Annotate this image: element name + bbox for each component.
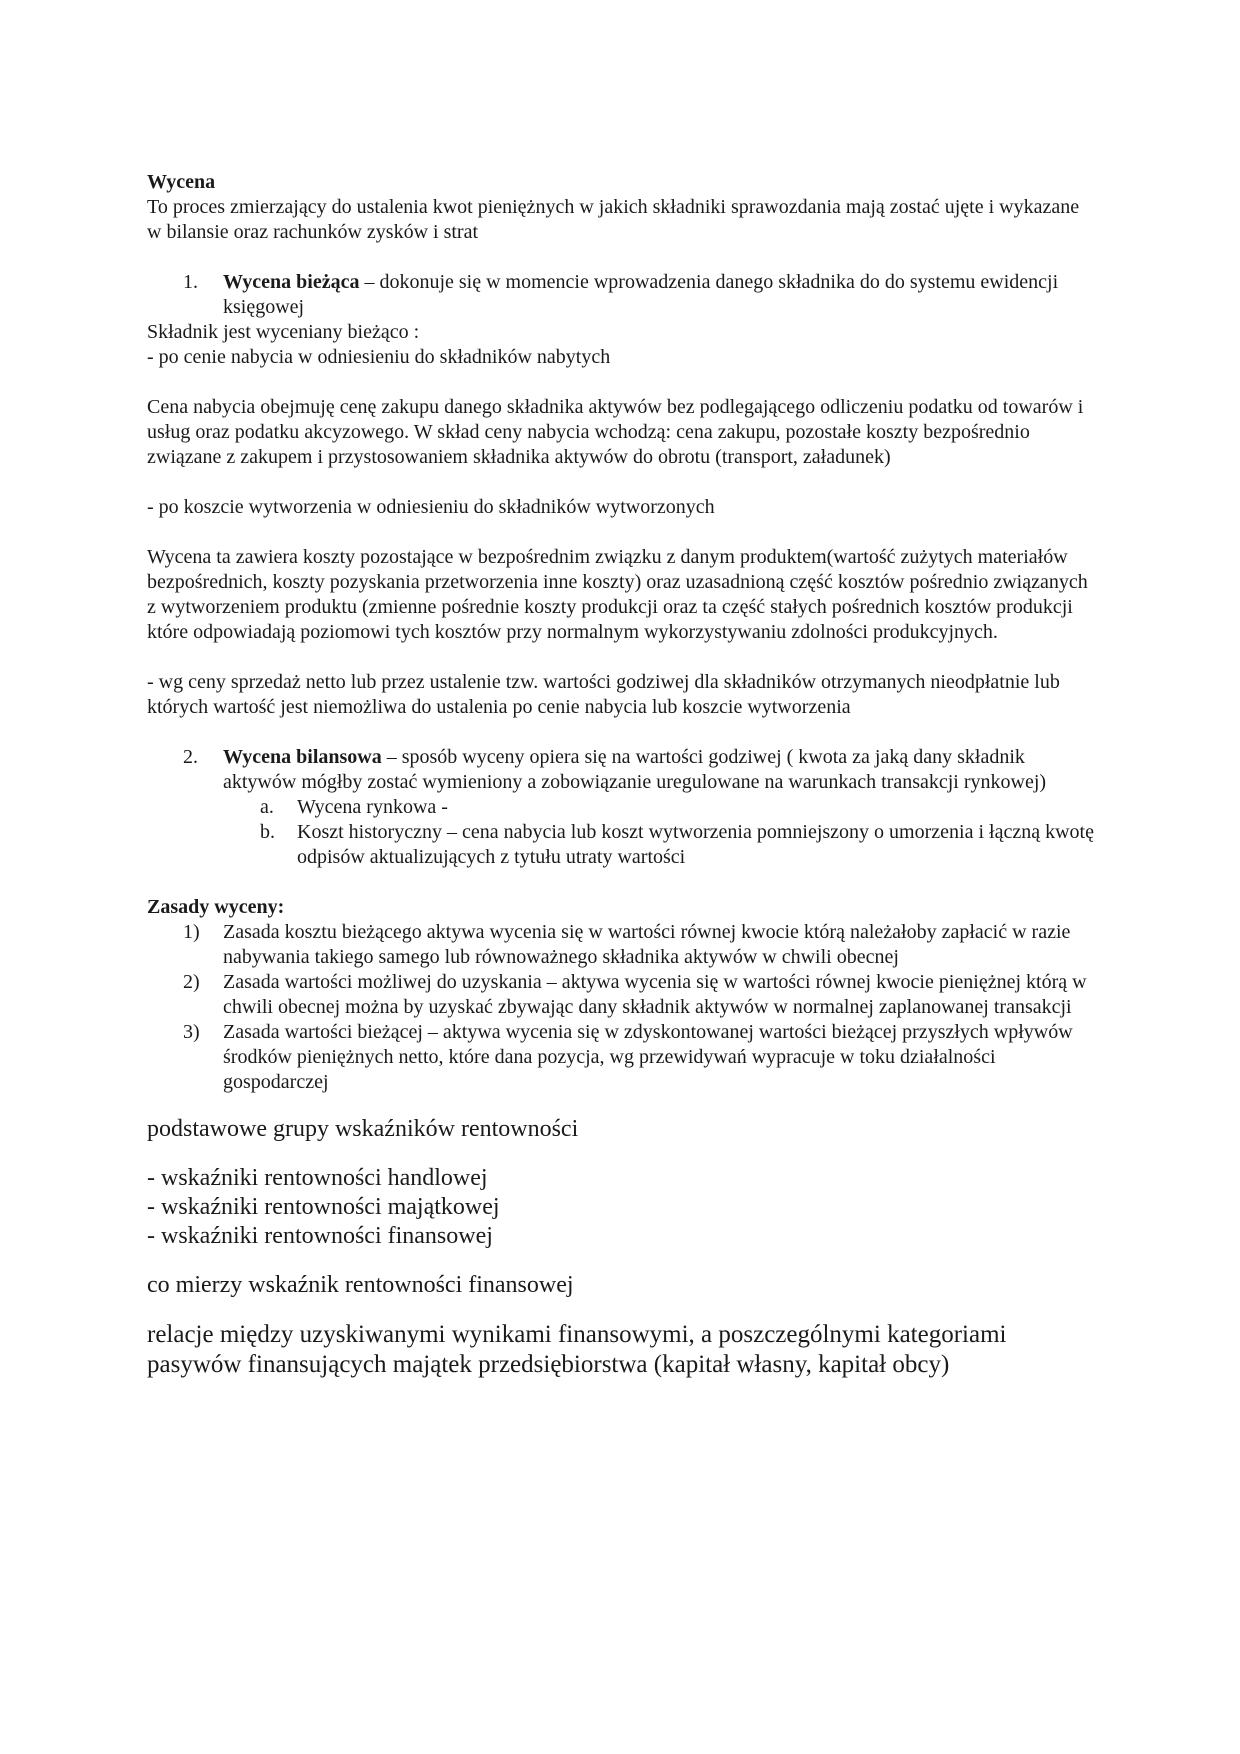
sub-item-b <box>147 820 1097 870</box>
document-title: Wycena <box>147 171 216 193</box>
item-text: – dokonuje się w momencie wprowadzenia danego składnika do do systemu ewidencji księgowej <box>223 271 1059 318</box>
sub-item-text: Wycena rynkowa - <box>297 796 448 818</box>
list-item-text: Zasada wartości możliwej do uzyskania – aktywa wycenia się w wartości równej kwocie pieniężnej którą w chwili obecnej można by uzyskać zbywając dany składnik aktywów w normalnej zaplanowanej transakcji <box>223 971 1087 1018</box>
list-item-zasada <box>147 920 1097 970</box>
section-heading-grupy: podstawowe grupy wskaźników rentowności <box>147 1116 579 1142</box>
sub-item-text: Koszt historyczny – cena nabycia lub koszt wytworzenia pomniejszony o umorzenia i łączną kwotę odpisów aktualizujących z tytułu utraty wartości <box>297 821 1094 868</box>
list-number: 2) <box>183 971 200 993</box>
item-text: – sposób wyceny opiera się na wartości godziwej ( kwota za jaką dany składnik aktywów mógłby zostać wymieniony a zobowiązanie uregulowane na warunkach transakcji rynkowej) <box>223 746 1047 793</box>
list-item-grupa: - wskaźniki rentowności majątkowej <box>147 1194 500 1220</box>
list-item-wycena-bilansowa <box>147 745 1097 795</box>
text-line: Składnik jest wyceniany bieżąco : <box>147 321 420 343</box>
paragraph-cena-nabycia: Cena nabycia obejmuję cenę zakupu danego składnika aktywów bez podlegającego odliczeniu podatku od towarów i usług oraz podatku akcyzowego. W skład ceny nabycia wchodzą: cena zakupu, pozostałe koszty bezpośrednio związane z zakupem i przystosowaniem składnika aktywów do obrotu (transport, załadunek) <box>147 396 1084 468</box>
list-number: 1) <box>183 921 200 943</box>
list-number: 2. <box>183 746 198 768</box>
list-item-grupa: - wskaźniki rentowności handlowej <box>147 1165 488 1191</box>
item-heading: Wycena bieżąca <box>223 271 360 293</box>
paragraph-koszt-wytworzenia: Wycena ta zawiera koszty pozostające w bezpośrednim związku z danym produktem(wartość zużytych materiałów bezpośrednich, koszty pozyskania przetworzenia inne koszty) oraz uzasadnioną część kosztów pośrednio związanych z wytworzeniem produktu (zmienne pośrednie koszty produkcji oraz ta część stałych pośrednich kosztów produkcji które odpowiadają poziomowi tych kosztów przy normalnym wykorzystywaniu zdolności produkcyjnych. <box>147 546 1088 643</box>
sub-item-a <box>147 795 1097 820</box>
list-item-zasada <box>147 970 1097 1020</box>
paragraph-wg-ceny: - wg ceny sprzedaż netto lub przez ustalenie tzw. wartości godziwej dla składników otrzymanych nieodpłatnie lub których wartość jest niemożliwa do ustalenia po cenie nabycia lub koszcie wytworzenia <box>147 671 1060 718</box>
text-line: - po koszcie wytworzenia w odniesieniu do składników wytworzonych <box>147 496 715 518</box>
list-number: 1. <box>183 271 198 293</box>
list-letter: b. <box>260 821 275 843</box>
list-item-text: Zasada kosztu bieżącego aktywa wycenia się w wartości równej kwocie którą należałoby zapłacić w razie nabywania takiego samego lub równoważnego składnika aktywów w chwili obecnej <box>223 921 1071 968</box>
document-page <box>147 170 1097 1380</box>
answer-paragraph: relacje między uzyskiwanymi wynikami finansowymi, a poszczególnymi kategoriami pasywów finansujących majątek przedsiębiorstwa (kapitał własny, kapitał obcy) <box>147 1321 1007 1378</box>
section-heading-zasady: Zasady wyceny: <box>147 896 285 918</box>
question-heading: co mierzy wskaźnik rentowności finansowej <box>147 1272 574 1298</box>
item-heading: Wycena bilansowa <box>223 746 382 768</box>
text-line: - po cenie nabycia w odniesieniu do składników nabytych <box>147 346 611 368</box>
list-number: 3) <box>183 1021 200 1043</box>
intro-paragraph: To proces zmierzający do ustalenia kwot pieniężnych w jakich składniki sprawozdania mają zostać ujęte i wykazane w bilansie oraz rachunków zysków i strat <box>147 196 1080 243</box>
list-item-zasada <box>147 1020 1097 1095</box>
list-item-grupa: - wskaźniki rentowności finansowej <box>147 1223 493 1249</box>
list-letter: a. <box>260 796 274 818</box>
list-item-wycena-biezaca <box>147 270 1097 320</box>
list-item-text: Zasada wartości bieżącej – aktywa wycenia się w zdyskontowanej wartości bieżącej przyszłych wpływów środków pieniężnych netto, które dana pozycja, wg przewidywań wypracuje w toku działalności gospodarczej <box>223 1021 1073 1093</box>
